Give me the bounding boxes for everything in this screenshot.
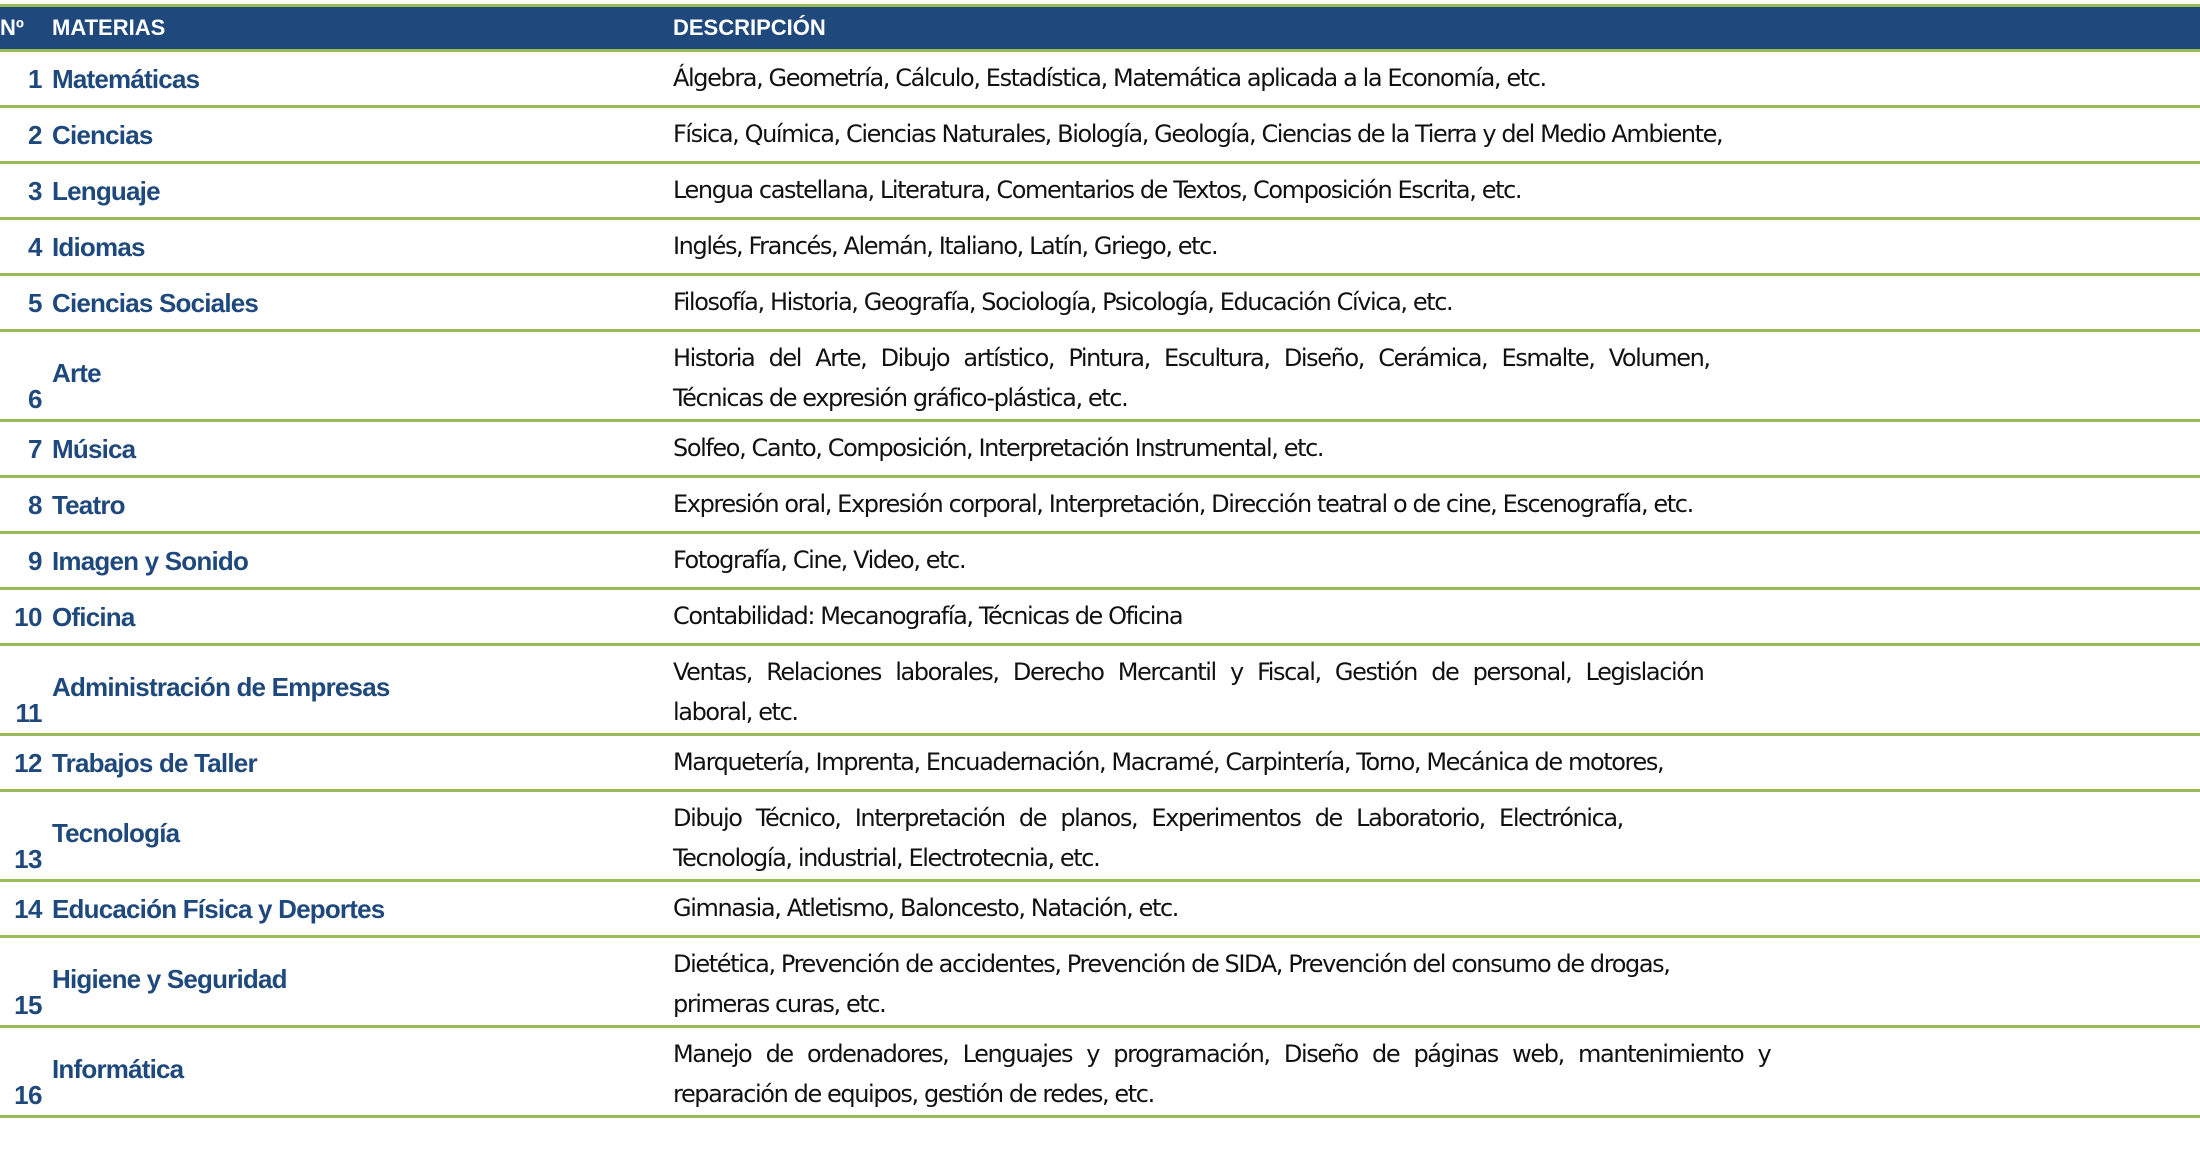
table-row <box>0 882 2200 938</box>
row-number: 14 <box>14 894 42 924</box>
table-row <box>0 478 2200 534</box>
row-subject: Teatro <box>52 490 125 520</box>
table-row <box>0 52 2200 108</box>
row-description: Expresión oral, Expresión corporal, Interpretación, Dirección teatral o de cine, Escenografía, etc. <box>673 490 1693 518</box>
table-row <box>0 108 2200 164</box>
row-subject: Matemáticas <box>52 64 200 94</box>
table-row <box>0 276 2200 332</box>
table-header <box>0 4 2200 52</box>
row-description: Gimnasia, Atletismo, Baloncesto, Natación, etc. <box>673 894 1178 922</box>
row-number: 1 <box>28 64 42 94</box>
row-subject: Ciencias <box>52 120 153 150</box>
header-subjects: MATERIAS <box>52 15 166 40</box>
row-number: 3 <box>28 176 42 206</box>
row-description: Historia del Arte, Dibujo artístico, Pintura, Escultura, Diseño, Cerámica, Esmalte, Volumen, Técnicas de expresión gráfico-plástica, etc. <box>673 344 1710 412</box>
row-subject: Tecnología <box>52 818 180 848</box>
row-subject: Ciencias Sociales <box>52 288 259 318</box>
row-subject: Trabajos de Taller <box>52 748 257 778</box>
row-description: Lengua castellana, Literatura, Comentarios de Textos, Composición Escrita, etc. <box>673 176 1522 204</box>
row-number: 15 <box>14 990 42 1020</box>
row-description: Álgebra, Geometría, Cálculo, Estadística, Matemática aplicada a la Economía, etc. <box>673 64 1546 92</box>
row-number: 7 <box>28 434 42 464</box>
row-subject: Música <box>52 434 136 464</box>
row-description: Solfeo, Canto, Composición, Interpretación Instrumental, etc. <box>673 434 1324 462</box>
row-number: 12 <box>14 748 42 778</box>
table-row <box>0 1028 2200 1118</box>
row-description: Manejo de ordenadores, Lenguajes y programación, Diseño de páginas web, mantenimiento y reparación de equipos, gestión de redes, etc. <box>673 1040 1771 1108</box>
row-number: 2 <box>28 120 42 150</box>
table-row <box>0 646 2200 736</box>
row-description: Filosofía, Historia, Geografía, Sociología, Psicología, Educación Cívica, etc. <box>673 288 1453 316</box>
row-subject: Idiomas <box>52 232 145 262</box>
table-row <box>0 332 2200 422</box>
row-description: Física, Química, Ciencias Naturales, Biología, Geología, Ciencias de la Tierra y del Medio Ambiente, <box>673 120 1723 148</box>
row-description: Inglés, Francés, Alemán, Italiano, Latín, Griego, etc. <box>673 232 1218 260</box>
row-subject: Informática <box>52 1054 184 1084</box>
table-row <box>0 590 2200 646</box>
row-number: 4 <box>28 232 42 262</box>
table-row <box>0 220 2200 276</box>
row-description: Dietética, Prevención de accidentes, Prevención de SIDA, Prevención del consumo de drogas, primeras curas, etc. <box>673 950 1670 1018</box>
row-subject: Imagen y Sonido <box>52 546 249 576</box>
subjects-table <box>0 4 2200 1118</box>
row-subject: Higiene y Seguridad <box>52 964 287 994</box>
row-number: 13 <box>14 844 42 874</box>
row-number: 5 <box>28 288 42 318</box>
row-number: 9 <box>28 546 42 576</box>
table-row <box>0 736 2200 792</box>
row-description: Dibujo Técnico, Interpretación de planos, Experimentos de Laboratorio, Electrónica, Tecnología, industrial, Electrotecnia, etc. <box>673 804 1623 872</box>
table-row <box>0 534 2200 590</box>
row-number: 6 <box>28 384 42 414</box>
table-row <box>0 422 2200 478</box>
row-description: Marquetería, Imprenta, Encuadernación, Macramé, Carpintería, Torno, Mecánica de motores, <box>673 748 1664 776</box>
row-subject: Educación Física y Deportes <box>52 894 385 924</box>
row-description: Fotografía, Cine, Video, etc. <box>673 546 966 574</box>
row-subject: Oficina <box>52 602 135 632</box>
row-description: Ventas, Relaciones laborales, Derecho Mercantil y Fiscal, Gestión de personal, Legislación laboral, etc. <box>673 658 1704 726</box>
table-row <box>0 164 2200 220</box>
row-description: Contabilidad: Mecanografía, Técnicas de Oficina <box>673 602 1183 630</box>
row-subject: Arte <box>52 358 101 388</box>
row-subject: Lenguaje <box>52 176 160 206</box>
row-number: 16 <box>14 1080 42 1110</box>
table-row <box>0 938 2200 1028</box>
header-number: Nº <box>0 15 24 40</box>
row-number: 10 <box>14 602 42 632</box>
row-number: 8 <box>28 490 42 520</box>
row-number: 11 <box>15 698 42 728</box>
table-row <box>0 792 2200 882</box>
row-subject: Administración de Empresas <box>52 672 390 702</box>
header-description: DESCRIPCIÓN <box>673 15 826 40</box>
